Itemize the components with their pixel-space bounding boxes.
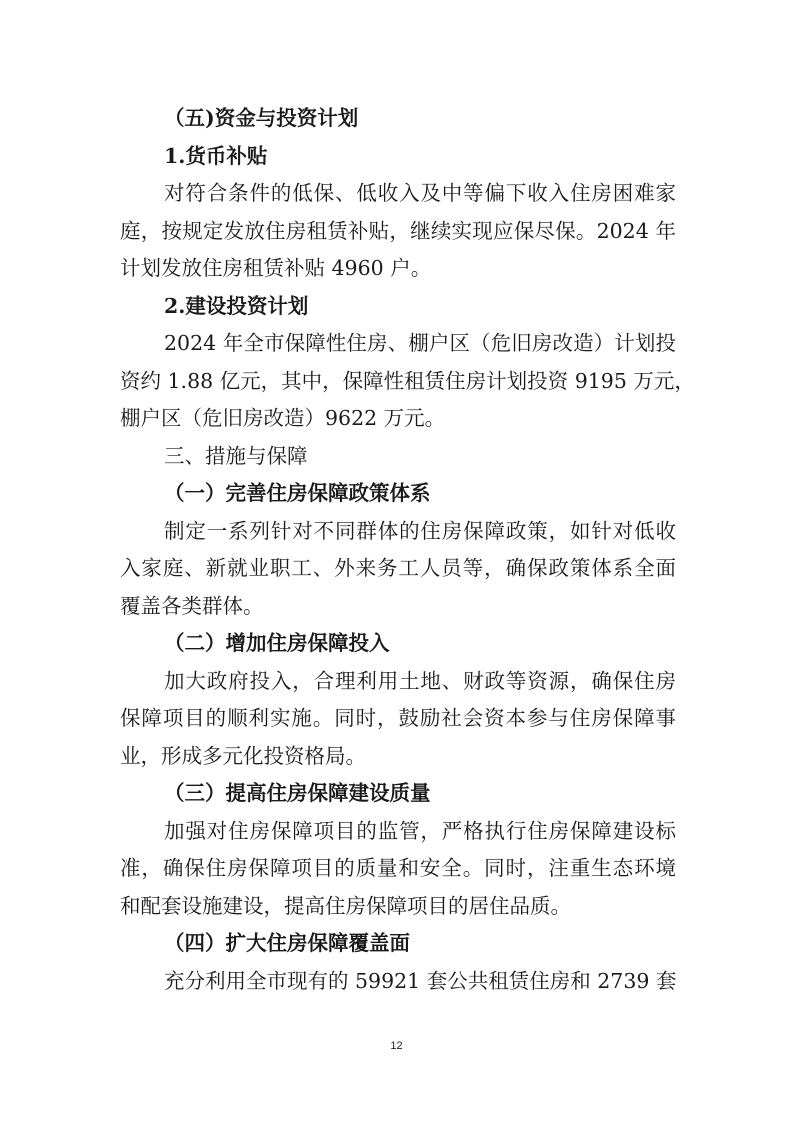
paragraph-line: 覆盖各类群体。 <box>120 593 264 618</box>
paragraph-line: 加大政府投入，合理利用土地、财政等资源，确保住房 <box>164 668 676 693</box>
paragraph-line: 保障项目的顺利实施。同时，鼓励社会资本参与住房保障事 <box>120 706 676 730</box>
section-heading: 2.建设投资计划 <box>164 293 309 318</box>
section-heading: （五)资金与投资计划 <box>164 106 359 130</box>
paragraph-line: 庭，按规定发放住房租赁补贴，继续实现应保尽保。2024 年 <box>120 218 676 243</box>
section-heading: （三）提高住房保障建设质量 <box>164 781 431 805</box>
section-heading: 1.货币补贴 <box>164 143 268 168</box>
paragraph-line: 计划发放住房租赁补贴 4960 户。 <box>120 256 432 280</box>
paragraph-line: 对符合条件的低保、低收入及中等偏下收入住房困难家 <box>164 181 676 205</box>
paragraph-line: 入家庭、新就业职工、外来务工人员等，确保政策体系全面 <box>120 556 676 580</box>
paragraph-line: 加强对住房保障项目的监管，严格执行住房保障建设标 <box>164 818 676 843</box>
paragraph-line: 三、措施与保障 <box>164 443 308 468</box>
paragraph-line: 棚户区（危旧房改造）9622 万元。 <box>120 406 446 430</box>
section-heading: （一）完善住房保障政策体系 <box>164 481 431 505</box>
section-heading: （四）扩大住房保障覆盖面 <box>164 931 410 955</box>
section-heading: （二）增加住房保障投入 <box>164 631 390 655</box>
document-body <box>120 100 695 1000</box>
paragraph-line: 制定一系列针对不同群体的住房保障政策，如针对低收 <box>164 518 676 543</box>
paragraph-line: 资约 1.88 亿元，其中，保障性租赁住房计划投资 9195 万元， <box>120 368 695 393</box>
page-number: 12 <box>390 1040 403 1052</box>
paragraph-line: 和配套设施建设，提高住房保障项目的居住品质。 <box>120 893 571 918</box>
paragraph-line: 准，确保住房保障项目的质量和安全。同时，注重生态环境 <box>120 856 676 880</box>
paragraph-line: 2024 年全市保障性住房、棚户区（危旧房改造）计划投 <box>164 331 676 355</box>
paragraph-line: 充分利用全市现有的 59921 套公共租赁住房和 2739 套 <box>164 968 677 993</box>
paragraph-line: 业，形成多元化投资格局。 <box>120 743 366 768</box>
